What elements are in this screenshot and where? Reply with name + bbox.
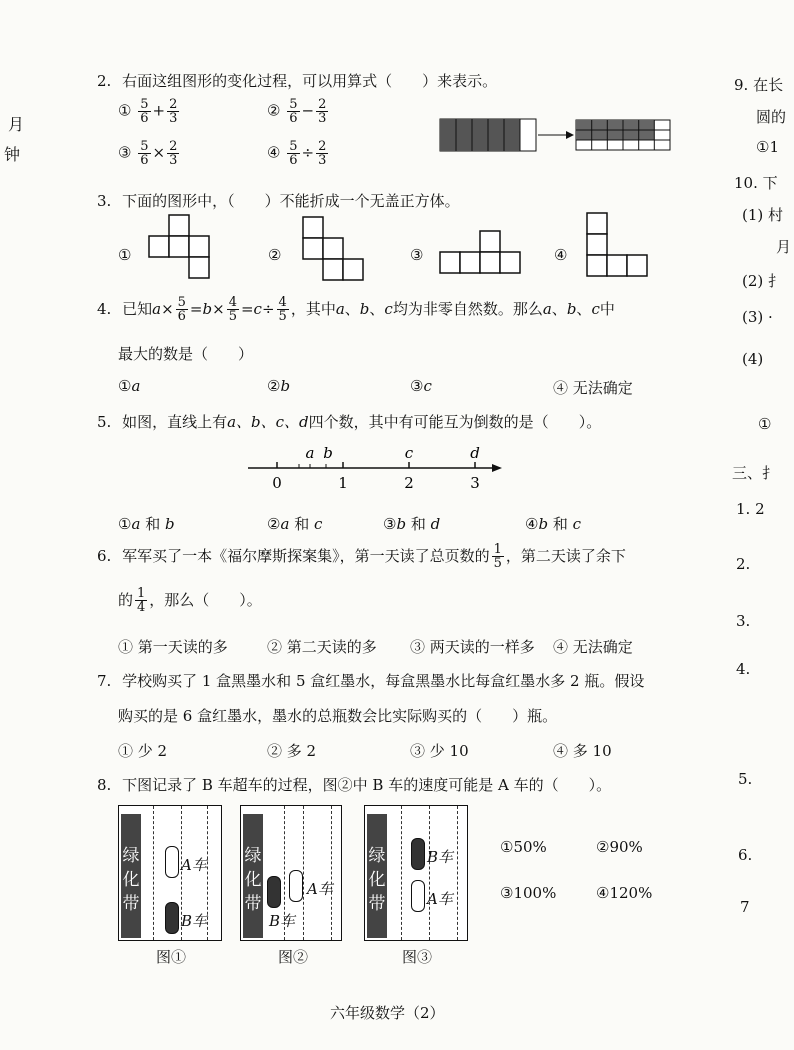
q6-number: 6. <box>97 547 112 565</box>
tick-2: 2 <box>404 474 414 492</box>
q2-option-1[interactable]: ① $\frac{5}{6}$ + $\frac{2}{3}$ <box>118 97 178 126</box>
q6-option-3[interactable]: ③ 两天读的一样多 <box>410 638 535 656</box>
q4-option-3[interactable]: ③c <box>410 377 432 395</box>
q4-option-1[interactable]: ①a <box>118 377 141 395</box>
q2-option-4[interactable]: ④ $\frac{5}{6}$ ÷ $\frac{2}{3}$ <box>267 139 327 168</box>
q6-option-4[interactable]: ④ 无法确定 <box>553 638 633 656</box>
q5-number-line <box>248 442 504 492</box>
q7-option-1[interactable]: ① 少 2 <box>118 742 168 760</box>
q3-net-4 <box>586 212 650 280</box>
q8-figure-2: 绿 化 带 B车 A车 <box>240 805 342 941</box>
q4-option-4[interactable]: ④ 无法确定 <box>553 379 633 397</box>
q3-net-3 <box>439 230 543 276</box>
q4-line2: 最大的数是（ ） <box>118 345 254 363</box>
q8-figure-3: 绿 化 带 B车 A车 <box>364 805 468 941</box>
point-c: c <box>404 444 414 462</box>
q8-option-4[interactable]: ④120% <box>596 884 653 902</box>
q2-fraction-figure <box>440 118 672 154</box>
q7-number: 7. <box>97 672 112 690</box>
car-a-icon <box>165 846 179 878</box>
q8-caption-3: 图③ <box>402 948 433 966</box>
q7-option-3[interactable]: ③ 少 10 <box>410 742 469 760</box>
q8-option-1[interactable]: ①50% <box>500 838 547 856</box>
q7-option-2[interactable]: ② 多 2 <box>267 742 317 760</box>
q5-option-3[interactable]: ③b 和 d <box>383 515 441 533</box>
q8-option-3[interactable]: ③100% <box>500 884 557 902</box>
q5-option-1[interactable]: ①a 和 b <box>118 515 175 533</box>
q2-option-3[interactable]: ③ $\frac{5}{6}$ × $\frac{2}{3}$ <box>118 139 178 168</box>
q3-net-1 <box>148 214 212 280</box>
q2-stem-b: ）来表示。 <box>422 72 498 90</box>
point-b: b <box>323 444 333 462</box>
margin-month: 月 <box>8 115 25 134</box>
margin-minute: 钟 <box>4 145 21 164</box>
q3-mark-1[interactable]: ① <box>118 246 132 264</box>
q3-net-2 <box>302 216 368 282</box>
tick-0: 0 <box>272 474 282 492</box>
q3-mark-2[interactable]: ② <box>268 246 282 264</box>
q4-option-2[interactable]: ②b <box>267 377 291 395</box>
q8-caption-1: 图① <box>156 948 187 966</box>
q5-option-2[interactable]: ②a 和 c <box>267 515 323 533</box>
q2-option-2[interactable]: ② $\frac{5}{6}$ − $\frac{2}{3}$ <box>267 97 327 126</box>
q3-number: 3. <box>97 192 112 210</box>
car-b-icon <box>165 902 179 934</box>
q3-stem-b: ）不能折成一个无盖正方体。 <box>264 192 460 210</box>
q6-option-1[interactable]: ① 第一天读的多 <box>118 638 228 656</box>
q5-option-4[interactable]: ④b 和 c <box>525 515 582 533</box>
q5-number: 5. <box>97 413 112 431</box>
q3-mark-3[interactable]: ③ <box>410 246 424 264</box>
q6-option-2[interactable]: ② 第二天读的多 <box>267 638 377 656</box>
tick-1: 1 <box>338 474 348 492</box>
point-d: d <box>470 444 480 462</box>
q8-number: 8. <box>97 776 112 794</box>
point-a: a <box>305 444 315 462</box>
q8-figure-1: 绿 化 带 A车 B车 <box>118 805 222 941</box>
car-a-icon <box>289 870 303 902</box>
q8-option-2[interactable]: ②90% <box>596 838 643 856</box>
car-b-icon <box>411 838 425 870</box>
page-footer: 六年级数学（2） <box>330 1004 445 1022</box>
q2-number: 2. <box>97 72 112 90</box>
tick-3: 3 <box>470 474 480 492</box>
car-b-icon <box>267 876 281 908</box>
car-a-icon <box>411 880 425 912</box>
q2-stem-a: 右面这组图形的变化过程，可以用算式（ <box>122 72 393 90</box>
q8-caption-2: 图② <box>278 948 309 966</box>
q7-option-4[interactable]: ④ 多 10 <box>553 742 612 760</box>
q3-stem-a: 下面的图形中，（ <box>122 192 235 210</box>
q7-line2: 购买的是 6 盒红墨水，墨水的总瓶数会比实际购买的（ ）瓶。 <box>118 707 558 725</box>
q3-mark-4[interactable]: ④ <box>554 246 568 264</box>
q4-number: 4. <box>97 300 112 318</box>
